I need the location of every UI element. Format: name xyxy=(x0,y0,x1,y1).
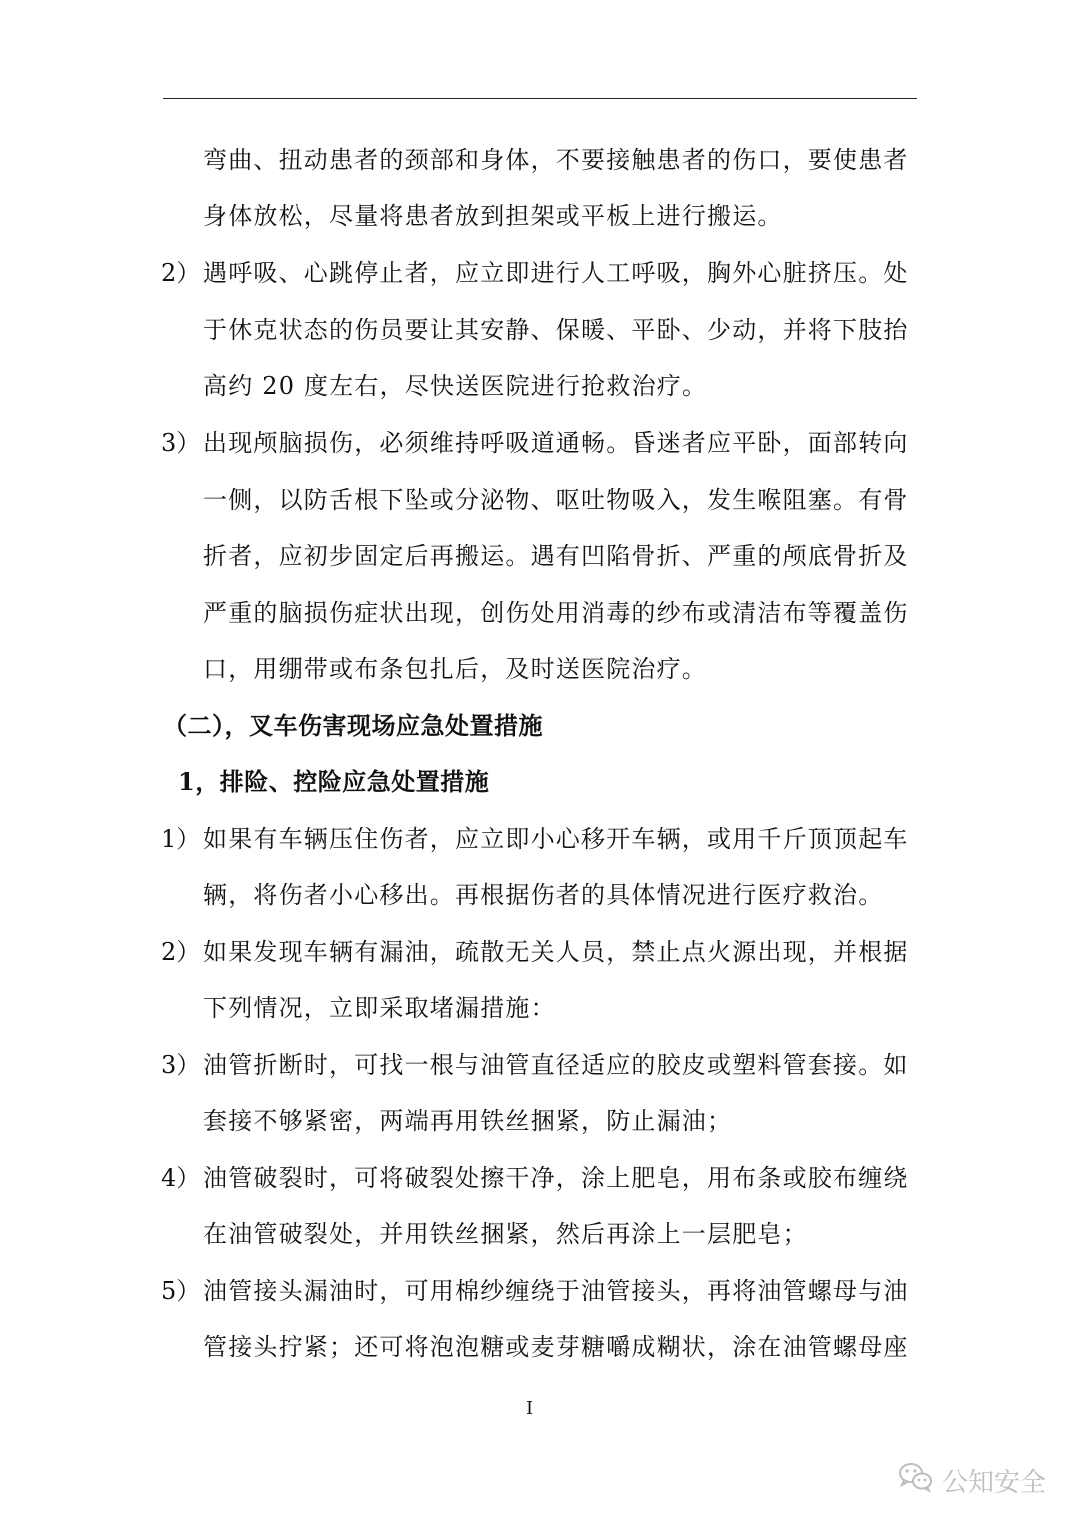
list-item-line: 油管接头漏油时，可用棉纱缠绕于油管接头，再将油管螺母与油 xyxy=(203,1277,909,1305)
paragraph-line: 于休克状态的伤员要让其安静、保暖、平卧、少动，并将下肢抬 xyxy=(203,316,909,344)
paragraph-line: 折者，应初步固定后再搬运。遇有凹陷骨折、严重的颅底骨折及 xyxy=(203,542,909,570)
list-item-line: 辆，将伤者小心移出。再根据伤者的具体情况进行医疗救治。 xyxy=(203,881,884,909)
watermark-text: 公知安全 xyxy=(942,1467,1047,1498)
list-number: 2） xyxy=(161,259,201,287)
paragraph-line: 弯曲、扭动患者的颈部和身体，不要接触患者的伤口，要使患者 xyxy=(203,146,909,174)
list-number: 3） xyxy=(161,1051,201,1079)
paragraph-line: 一侧，以防舌根下坠或分泌物、呕吐物吸入，发生喉阻塞。有骨 xyxy=(203,486,909,514)
paragraph-line: 高约 20 度左右，尽快送医院进行抢救治疗。 xyxy=(203,372,708,400)
paragraph-line: 严重的脑损伤症状出现，创伤处用消毒的纱布或清洁布等覆盖伤 xyxy=(203,599,909,627)
list-number: 1） xyxy=(161,825,201,853)
wechat-icon xyxy=(898,1462,942,1499)
list-number: 5） xyxy=(161,1277,201,1305)
list-number: 3） xyxy=(161,429,201,457)
page-number: I xyxy=(526,1398,534,1419)
list-number: 4） xyxy=(161,1164,201,1192)
paragraph-line: 口，用绷带或布条包扎后，及时送医院治疗。 xyxy=(203,655,707,683)
section-heading: （二），叉车伤害现场应急处置措施 xyxy=(163,711,543,740)
paragraph-line: 出现颅脑损伤，必须维持呼吸道通畅。昏迷者应平卧，面部转向 xyxy=(203,429,909,457)
list-item-line: 如果发现车辆有漏油，疏散无关人员，禁止点火源出现，并根据 xyxy=(203,938,909,966)
paragraph-line: 遇呼吸、心跳停止者，应立即进行人工呼吸，胸外心脏挤压。处 xyxy=(203,259,909,287)
list-item-line: 油管折断时，可找一根与油管直径适应的胶皮或塑料管套接。如 xyxy=(203,1051,909,1079)
list-item-line: 如果有车辆压住伤者，应立即小心移开车辆，或用千斤顶顶起车 xyxy=(203,825,909,853)
list-number: 2） xyxy=(161,938,201,966)
list-item-line: 下列情况，立即采取堵漏措施： xyxy=(203,994,556,1022)
list-item-line: 管接头拧紧；还可将泡泡糖或麦芽糖嚼成糊状，涂在油管螺母座 xyxy=(203,1333,909,1361)
subsection-heading: 1，排险、控险应急处置措施 xyxy=(178,767,490,796)
paragraph-line: 身体放松，尽量将患者放到担架或平板上进行搬运。 xyxy=(203,202,783,230)
list-item-line: 油管破裂时，可将破裂处擦干净，涂上肥皂，用布条或胶布缠绕 xyxy=(203,1164,909,1192)
header-rule xyxy=(163,98,917,99)
watermark xyxy=(898,1460,1046,1500)
list-item-line: 在油管破裂处，并用铁丝捆紧，然后再涂上一层肥皂； xyxy=(203,1220,808,1248)
list-item-line: 套接不够紧密，两端再用铁丝捆紧，防止漏油； xyxy=(203,1107,733,1135)
